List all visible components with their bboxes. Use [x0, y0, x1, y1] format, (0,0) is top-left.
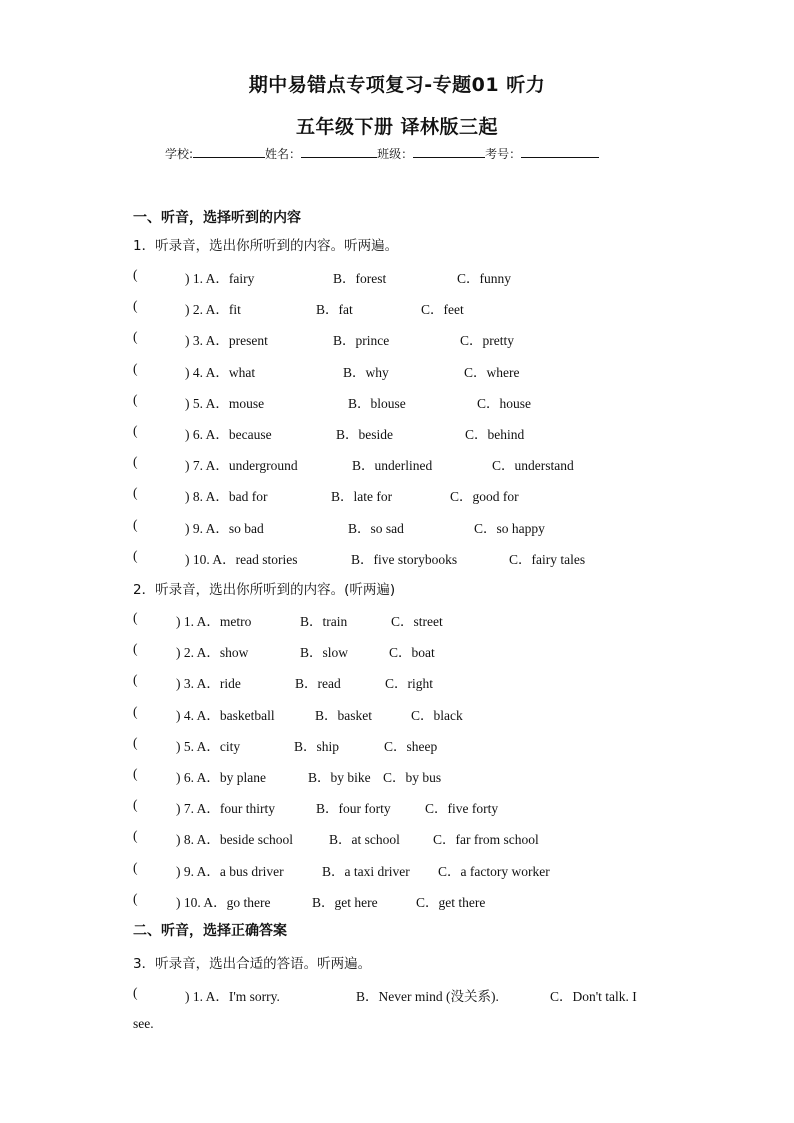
- option-c: C．good for: [450, 489, 519, 505]
- q2-item-4: [133, 704, 673, 722]
- option-a: ) 5. A．mouse: [185, 395, 265, 411]
- section2-heading: 二、听音，选择正确答案: [133, 923, 287, 939]
- option-c: C．behind: [465, 427, 525, 442]
- q1-item-10: [133, 548, 673, 566]
- answer-paren-left[interactable]: (: [133, 547, 138, 563]
- answer-paren-left[interactable]: (: [133, 454, 138, 470]
- answer-paren-left[interactable]: (: [133, 828, 138, 844]
- student-info-line: [165, 145, 599, 162]
- q1-item-8: [133, 485, 673, 503]
- q2-item-5: [133, 735, 673, 753]
- option-a: ) 4. A．basketball: [176, 707, 275, 723]
- q2-item-6: [133, 766, 673, 784]
- option-c: C．five forty: [425, 801, 499, 817]
- q3-item-1: [133, 985, 673, 1003]
- option-c: C．so happy: [474, 520, 545, 536]
- section1-heading: 一、听音，选择听到的内容: [133, 210, 301, 226]
- option-a: ) 3. A．ride: [176, 676, 241, 692]
- q2-item-3: [133, 672, 673, 690]
- option-b: B．Never mind (没关系).: [356, 989, 499, 1004]
- q1-item-6: [133, 423, 673, 441]
- option-c: C．boat: [389, 645, 435, 661]
- q2-instruction: 2．听录音，选出你所听到的内容。(听两遍): [133, 582, 396, 598]
- option-c: C．pretty: [460, 333, 514, 349]
- q2-item-2: [133, 641, 673, 659]
- option-c: C．sheep: [384, 738, 438, 754]
- option-c-continuation: see.: [133, 1016, 154, 1031]
- q1-item-5: [133, 392, 673, 410]
- q1-item-1: [133, 267, 673, 285]
- option-b: B．a taxi driver: [322, 863, 410, 879]
- q2-item-9: [133, 860, 673, 878]
- option-a: ) 4. A．what: [185, 364, 256, 380]
- option-b: B．get here: [312, 894, 378, 910]
- option-c: C．far from school: [433, 832, 539, 848]
- option-b: B．forest: [333, 271, 387, 286]
- option-c: C．feet: [421, 302, 464, 318]
- option-b: B．why: [343, 364, 389, 380]
- option-a: ) 2. A．fit: [185, 302, 241, 318]
- option-a: ) 6. A．by plane: [176, 770, 266, 785]
- option-b: B．blouse: [348, 395, 406, 411]
- option-c: C．Don't talk. I: [550, 989, 637, 1004]
- option-b: B．late for: [331, 489, 393, 505]
- document-title: 期中易错点专项复习-专题01 听力: [248, 74, 546, 96]
- option-b: B．at school: [329, 832, 400, 848]
- option-a: ) 1. A．metro: [176, 614, 252, 629]
- option-c: C．get there: [416, 894, 486, 910]
- q3-instruction: 3．听录音，选出合适的答语。听两遍。: [133, 956, 372, 972]
- option-b: B．five storybooks: [351, 551, 458, 567]
- class-blank[interactable]: [413, 145, 485, 158]
- option-a: ) 1. A．fairy: [185, 271, 255, 286]
- answer-paren-left[interactable]: (: [133, 672, 138, 688]
- option-b: B．beside: [336, 427, 393, 442]
- answer-paren-left[interactable]: (: [133, 985, 138, 1000]
- option-a: ) 8. A．bad for: [185, 489, 268, 505]
- answer-paren-left[interactable]: (: [133, 703, 138, 719]
- q2-item-1: [133, 610, 673, 628]
- q2-item-8: [133, 828, 673, 846]
- name-blank[interactable]: [301, 145, 377, 158]
- answer-paren-left[interactable]: (: [133, 641, 138, 657]
- option-a: ) 6. A．because: [185, 427, 272, 442]
- q1-item-9: [133, 517, 673, 535]
- option-c: C．house: [477, 395, 531, 411]
- q1-item-3: [133, 329, 673, 347]
- option-a: ) 10. A．read stories: [185, 551, 298, 567]
- answer-paren-left[interactable]: (: [133, 485, 138, 501]
- option-b: B．train: [300, 614, 348, 629]
- answer-paren-left[interactable]: (: [133, 267, 138, 282]
- option-a: ) 8. A．beside school: [176, 832, 293, 848]
- option-b: B．basket: [315, 707, 372, 723]
- number-label: 考号：: [485, 147, 522, 161]
- option-a: ) 10. A．go there: [176, 894, 271, 910]
- option-a: ) 3. A．present: [185, 333, 268, 349]
- option-b: B．read: [295, 676, 341, 692]
- document-subtitle: 五年级下册 译林版三起: [295, 116, 499, 138]
- answer-paren-left[interactable]: (: [133, 734, 138, 750]
- option-a: ) 7. A．four thirty: [176, 801, 275, 817]
- option-c: C．funny: [457, 271, 511, 286]
- option-c: C．fairy tales: [509, 551, 586, 567]
- answer-paren-left[interactable]: (: [133, 859, 138, 875]
- q1-instruction: 1．听录音，选出你所听到的内容。听两遍。: [133, 238, 399, 254]
- q2-item-7: [133, 797, 673, 815]
- option-b: B．so sad: [348, 520, 404, 536]
- answer-paren-left[interactable]: (: [133, 423, 138, 438]
- answer-paren-left[interactable]: (: [133, 391, 138, 407]
- option-c: C．right: [385, 676, 434, 692]
- q1-item-4: [133, 361, 673, 379]
- number-blank[interactable]: [521, 145, 599, 158]
- option-b: B．fat: [316, 302, 353, 318]
- answer-paren-left[interactable]: (: [133, 610, 138, 625]
- school-blank[interactable]: [193, 145, 265, 158]
- answer-paren-left[interactable]: (: [133, 766, 138, 781]
- option-b: B．prince: [333, 333, 390, 349]
- q1-item-2: [133, 298, 673, 316]
- answer-paren-left[interactable]: (: [133, 329, 138, 345]
- answer-paren-left[interactable]: (: [133, 516, 138, 532]
- option-a: ) 1. A．I'm sorry.: [185, 989, 280, 1004]
- option-b: B．slow: [300, 645, 349, 661]
- option-c: C．understand: [492, 458, 574, 474]
- option-c: C．by bus: [383, 770, 442, 785]
- q1-item-7: [133, 454, 673, 472]
- option-b: B．by bike: [308, 770, 371, 785]
- option-a: ) 5. A．city: [176, 738, 241, 754]
- option-b: B．four forty: [316, 801, 391, 817]
- class-label: 班级：: [377, 147, 414, 161]
- option-c: C．a factory worker: [438, 863, 550, 879]
- name-label: 姓名：: [265, 147, 302, 161]
- answer-paren-left[interactable]: (: [133, 360, 138, 376]
- option-c: C．black: [411, 707, 463, 723]
- option-c: C．where: [464, 364, 520, 380]
- answer-paren-left[interactable]: (: [133, 298, 138, 314]
- option-a: ) 9. A．a bus driver: [176, 863, 284, 879]
- answer-paren-left[interactable]: (: [133, 890, 138, 906]
- option-b: B．ship: [294, 738, 340, 754]
- answer-paren-left[interactable]: (: [133, 797, 138, 813]
- school-label: 学校:: [165, 147, 194, 161]
- option-b: B．underlined: [352, 458, 433, 474]
- option-c: C．street: [391, 614, 443, 629]
- option-a: ) 9. A．so bad: [185, 520, 264, 536]
- q2-item-10: [133, 891, 673, 909]
- option-a: ) 2. A．show: [176, 645, 249, 661]
- option-a: ) 7. A．underground: [185, 458, 298, 474]
